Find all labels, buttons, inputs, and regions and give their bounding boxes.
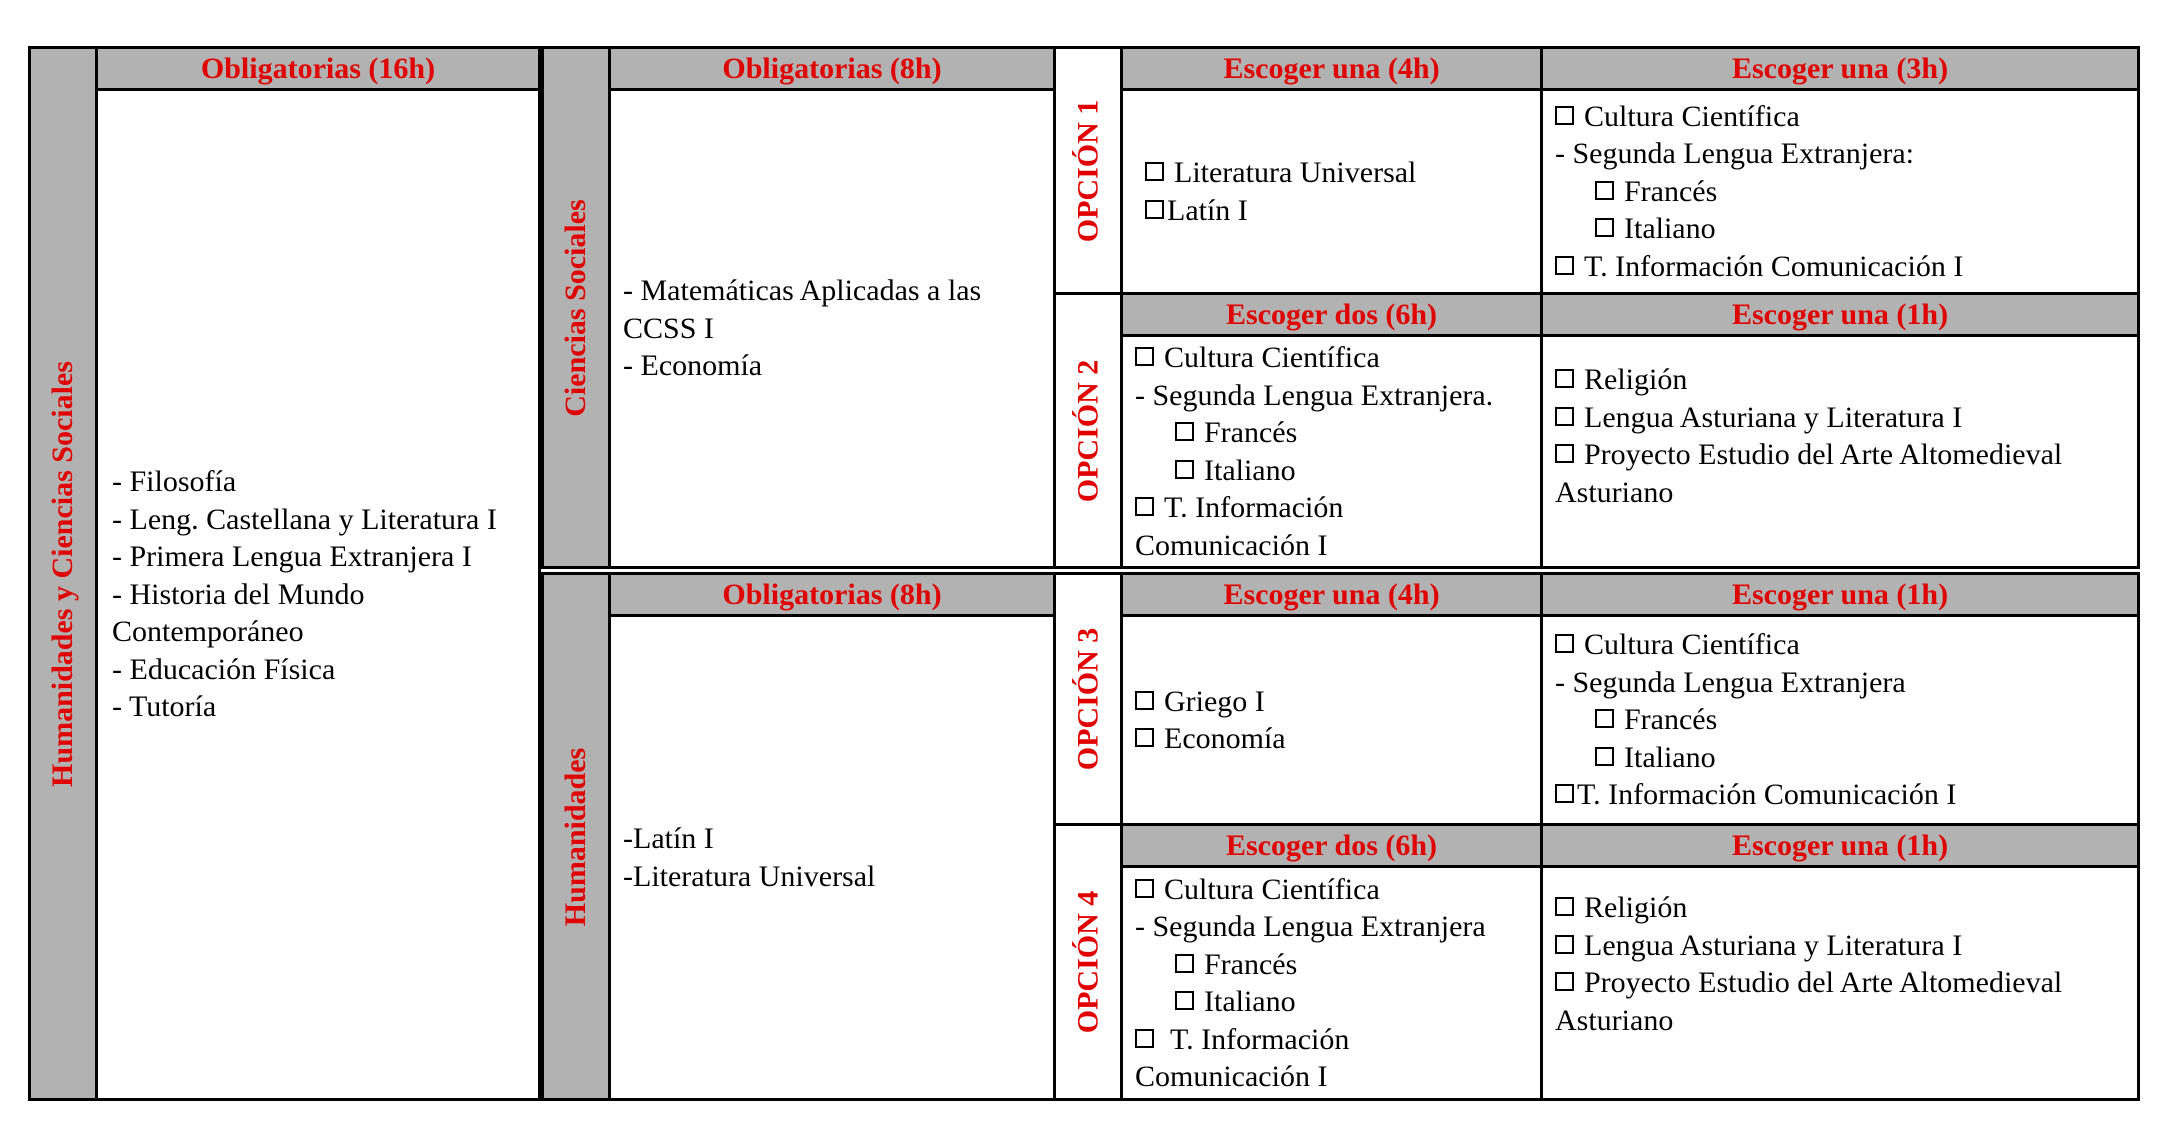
list-item: Asturiano bbox=[1555, 1003, 1674, 1037]
cell-opcion2-left bbox=[1120, 334, 1543, 569]
cell-opcion2-right bbox=[1540, 334, 2140, 569]
checkbox-item[interactable]: T. Información Comunicación I bbox=[1555, 248, 2125, 286]
checkbox-icon bbox=[1555, 444, 1574, 463]
checkbox-item[interactable]: Francés bbox=[1555, 701, 2125, 739]
header-opcion4-left: Escoger dos (6h) bbox=[1120, 823, 1543, 868]
list-item: - Historia del Mundo bbox=[112, 577, 365, 611]
checkbox-item[interactable]: Cultura Científica bbox=[1555, 98, 2125, 136]
list-item: Comunicación I bbox=[1135, 528, 1328, 562]
list-item: - Segunda Lengua Extranjera bbox=[1555, 665, 1906, 699]
cell-opcion4-right bbox=[1540, 865, 2140, 1101]
side-label-text: Humanidades y Ciencias Sociales bbox=[46, 360, 79, 787]
list-item: - Segunda Lengua Extranjera: bbox=[1555, 137, 1915, 171]
checkbox-icon bbox=[1595, 747, 1614, 766]
checkbox-icon bbox=[1135, 347, 1154, 366]
list-item: Asturiano bbox=[1555, 475, 1674, 509]
checkbox-icon bbox=[1595, 181, 1614, 200]
checkbox-item[interactable]: Italiano bbox=[1135, 452, 1528, 490]
checkbox-item[interactable]: Italiano bbox=[1555, 739, 2125, 777]
label-opcion-1: OPCIÓN 1 bbox=[1053, 46, 1123, 295]
checkbox-item[interactable]: Francés bbox=[1135, 946, 1528, 984]
checkbox-icon bbox=[1595, 709, 1614, 728]
cell-opcion1-right bbox=[1540, 88, 2140, 295]
checkbox-icon bbox=[1555, 634, 1574, 653]
header-opcion1-right: Escoger una (3h) bbox=[1540, 46, 2140, 91]
checkbox-item[interactable]: Religión bbox=[1555, 361, 2125, 399]
header-opcion3-left: Escoger una (4h) bbox=[1120, 572, 1543, 617]
list-item: Contemporáneo bbox=[112, 615, 304, 649]
header-obligatorias-16h: Obligatorias (16h) bbox=[95, 46, 541, 91]
checkbox-item[interactable]: Proyecto Estudio del Arte Altomedieval bbox=[1555, 964, 2125, 1002]
checkbox-item[interactable]: Proyecto Estudio del Arte Altomedieval bbox=[1555, 436, 2125, 474]
header-obligatorias-8h-hum: Obligatorias (8h) bbox=[608, 572, 1056, 617]
checkbox-item[interactable]: Cultura Científica bbox=[1135, 871, 1528, 909]
side-label-text: Ciencias Sociales bbox=[559, 198, 592, 417]
cell-obligatorias-8h-ccss bbox=[608, 88, 1056, 569]
checkbox-icon bbox=[1555, 369, 1574, 388]
checkbox-item[interactable]: Literatura Universal bbox=[1145, 154, 1528, 192]
list-item: - Primera Lengua Extranjera I bbox=[112, 540, 472, 574]
checkbox-icon bbox=[1555, 784, 1574, 803]
checkbox-icon bbox=[1595, 218, 1614, 237]
header-opcion2-left: Escoger dos (6h) bbox=[1120, 292, 1543, 337]
checkbox-icon bbox=[1175, 991, 1194, 1010]
list-item: -Literatura Universal bbox=[623, 859, 876, 893]
header-opcion4-right: Escoger una (1h) bbox=[1540, 823, 2140, 868]
list-item: - Tutoría bbox=[112, 690, 217, 724]
checkbox-icon bbox=[1145, 200, 1164, 219]
list-item: -Latín I bbox=[623, 822, 714, 855]
checkbox-item[interactable]: Francés bbox=[1135, 414, 1528, 452]
checkbox-item[interactable]: Italiano bbox=[1135, 983, 1528, 1021]
cell-opcion1-left bbox=[1120, 88, 1543, 295]
cell-opcion3-left bbox=[1120, 614, 1543, 826]
list-item: CCSS I bbox=[623, 311, 714, 345]
side-label-ciencias-sociales bbox=[541, 46, 611, 569]
checkbox-icon bbox=[1135, 879, 1154, 898]
cell-obligatorias-16h bbox=[95, 88, 541, 1101]
block-divider bbox=[541, 566, 2140, 569]
checkbox-item[interactable]: Griego I bbox=[1135, 683, 1528, 721]
cell-opcion3-right bbox=[1540, 614, 2140, 826]
checkbox-item[interactable]: Cultura Científica bbox=[1555, 626, 2125, 664]
checkbox-item[interactable]: Francés bbox=[1555, 173, 2125, 211]
side-label-humanidades bbox=[541, 572, 611, 1101]
checkbox-icon bbox=[1135, 1029, 1154, 1048]
checkbox-icon bbox=[1175, 460, 1194, 479]
checkbox-icon bbox=[1555, 106, 1574, 125]
checkbox-item[interactable]: T. Información bbox=[1135, 1021, 1528, 1059]
checkbox-icon bbox=[1145, 162, 1164, 181]
checkbox-item[interactable]: Religión bbox=[1555, 889, 2125, 927]
checkbox-icon bbox=[1555, 256, 1574, 275]
checkbox-item[interactable]: Lengua Asturiana y Literatura I bbox=[1555, 927, 2125, 965]
header-obligatorias-8h-ccss: Obligatorias (8h) bbox=[608, 46, 1056, 91]
checkbox-icon bbox=[1175, 954, 1194, 973]
list-item: - Matemáticas Aplicadas a las bbox=[623, 274, 982, 308]
list-item: - Segunda Lengua Extranjera. bbox=[1135, 378, 1494, 412]
checkbox-item[interactable]: T. Información Comunicación I bbox=[1555, 776, 2125, 814]
checkbox-icon bbox=[1175, 422, 1194, 441]
list-item: - Economía bbox=[623, 349, 763, 383]
list-item: - Segunda Lengua Extranjera bbox=[1135, 910, 1486, 943]
list-item: - Leng. Castellana y Literatura I bbox=[112, 502, 497, 536]
checkbox-icon bbox=[1135, 691, 1154, 710]
header-opcion3-right: Escoger una (1h) bbox=[1540, 572, 2140, 617]
checkbox-item[interactable]: T. Información bbox=[1135, 489, 1528, 527]
checkbox-item[interactable]: Lengua Asturiana y Literatura I bbox=[1555, 399, 2125, 437]
checkbox-icon bbox=[1135, 728, 1154, 747]
checkbox-icon bbox=[1135, 497, 1154, 516]
label-opcion-3: OPCIÓN 3 bbox=[1053, 572, 1123, 826]
checkbox-icon bbox=[1555, 935, 1574, 954]
label-opcion-4: OPCIÓN 4 bbox=[1053, 823, 1123, 1101]
cell-opcion4-left bbox=[1120, 865, 1543, 1101]
label-opcion-2: OPCIÓN 2 bbox=[1053, 292, 1123, 569]
side-label-text: Humanidades bbox=[559, 747, 593, 926]
checkbox-icon bbox=[1555, 407, 1574, 426]
header-opcion1-left: Escoger una (4h) bbox=[1120, 46, 1543, 91]
checkbox-item[interactable]: Economía bbox=[1135, 720, 1528, 758]
checkbox-item[interactable]: Italiano bbox=[1555, 210, 2125, 248]
list-item: - Filosofía bbox=[112, 465, 237, 499]
cell-obligatorias-8h-hum bbox=[608, 614, 1056, 1101]
list-item: Comunicación I bbox=[1135, 1060, 1328, 1093]
checkbox-icon bbox=[1555, 897, 1574, 916]
side-label-humanidades-ccss bbox=[28, 46, 98, 1101]
header-opcion2-right: Escoger una (1h) bbox=[1540, 292, 2140, 337]
checkbox-item[interactable]: Latín I bbox=[1145, 192, 1528, 230]
list-item: - Educación Física bbox=[112, 652, 336, 686]
checkbox-item[interactable]: Cultura Científica bbox=[1135, 339, 1528, 377]
checkbox-icon bbox=[1555, 972, 1574, 991]
